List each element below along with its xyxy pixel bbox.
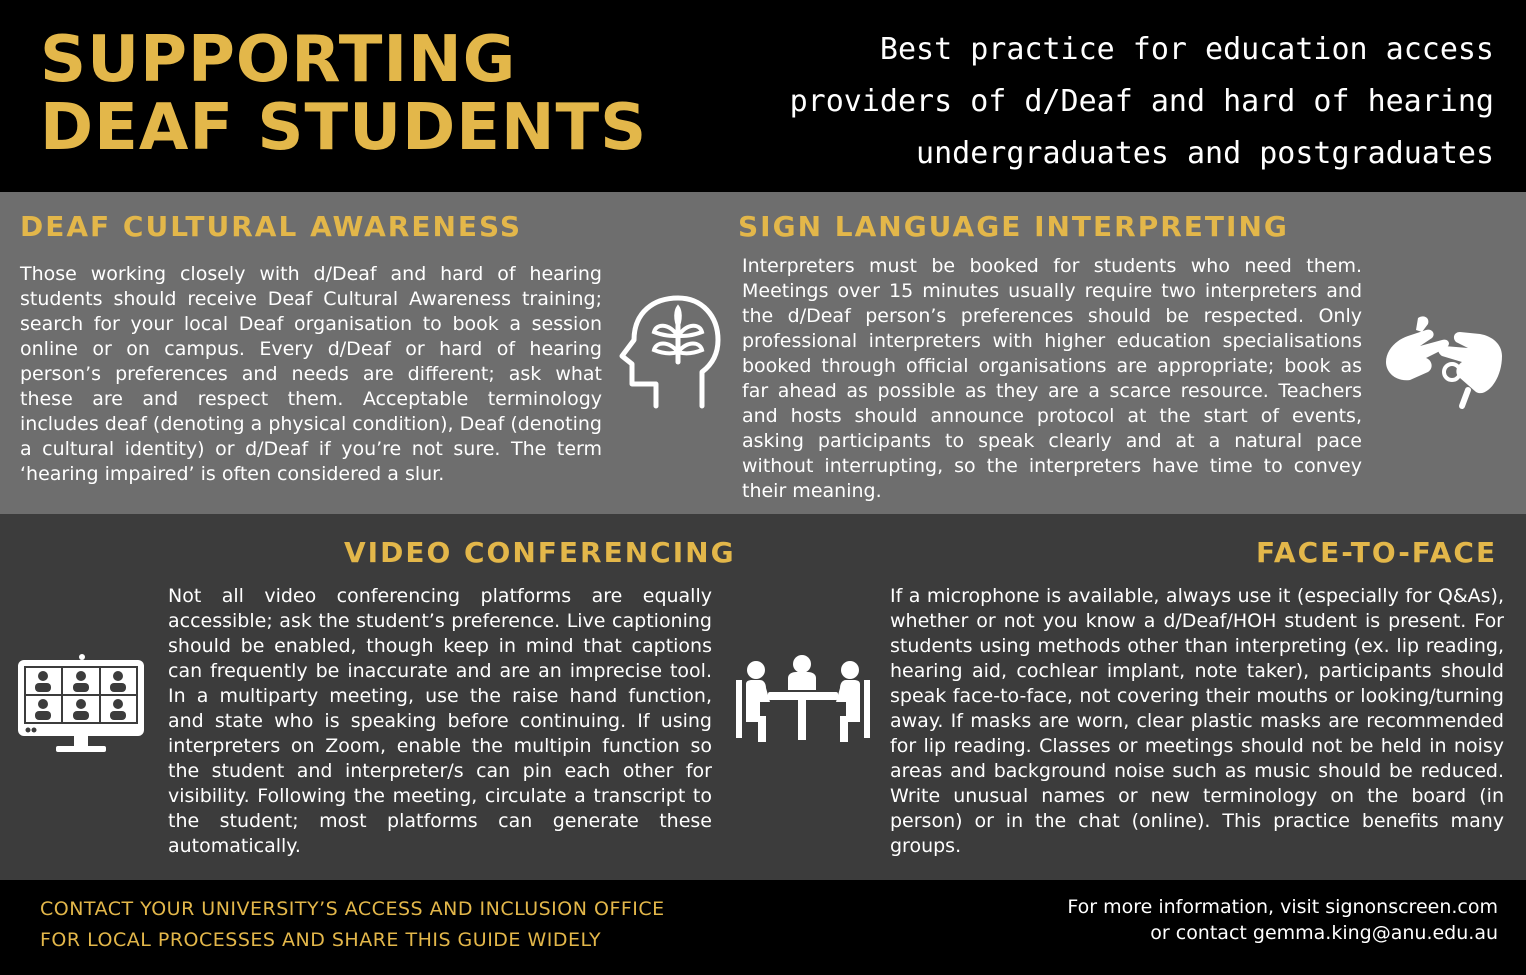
subtitle-line-3: undergraduates and postgraduates — [916, 136, 1494, 171]
video-conferencing-body: Not all video conferencing platforms are equally accessible; ask the student’s preference. Live captioning should be enabled, though keep in mind that captions can frequently be inaccurate and are an imprecise tool. In a multiparty meeting, use the raise hand function, and state who is speaking before continuing. If using interpreters on Zoom, enable the multipin function so the student and interpreter/s can pin each other for visibility. Following the meeting, circulate a transcript to the student; most platforms can generate these automatically. — [168, 585, 712, 857]
page-subtitle — [774, 24, 1494, 180]
subtitle-line-2: providers of d/Deaf and hard of hearing — [789, 84, 1494, 119]
footer-contact-info — [1067, 894, 1498, 946]
deaf-cultural-awareness-body: Those working closely with d/Deaf and hard of hearing students should receive Deaf Cultural Awareness training; search for your local Deaf organisation to book a session online or on campus. Every d/Deaf or hard of hearing person’s preferences and needs are different; ask what these are and respect them. Acceptable terminology includes deaf (denoting a physical condition), Deaf (denoting a cultural identity) or d/Deaf if you’re not sure. The term ‘hearing impaired’ is often considered a slur. — [20, 263, 602, 485]
footer-right-line-2: or contact gemma.king@anu.edu.au — [1150, 922, 1498, 944]
page-title — [40, 23, 648, 165]
video-conferencing-title: VIDEO CONFERENCING — [344, 536, 736, 569]
face-to-face-body: If a microphone is available, always use it (especially for Q&As), whether or not you know a d/Deaf/HOH student is present. For students using methods other than interpreting (ex. lip reading, hearing aid, cochlear implant, note taker), participants should speak face-to-face, not covering their mouths or looking/turning away. If masks are worn, clear plastic masks are recommended for lip reading. Classes or meetings should not be held in noisy areas and background noise such as music should be reduced. Write unusual names or new terminology on the board (in person) or in the chat (online). This practice benefits many groups. — [890, 585, 1504, 857]
footer-left-line-2: FOR LOCAL PROCESSES AND SHARE THIS GUIDE WIDELY — [40, 929, 602, 951]
row-top — [0, 192, 1526, 514]
face-to-face-title: FACE-TO-FACE — [1256, 536, 1498, 569]
video-conference-monitor-icon — [16, 652, 146, 760]
row-bottom — [0, 514, 1526, 880]
header — [0, 0, 1526, 192]
footer — [0, 880, 1526, 975]
footer-call-to-action — [40, 894, 665, 956]
title-line-2: DEAF STUDENTS — [40, 91, 648, 165]
sign-language-hands-icon — [1382, 310, 1506, 414]
head-plant-icon — [616, 292, 724, 416]
deaf-cultural-awareness-title: DEAF CULTURAL AWARENESS — [20, 210, 523, 243]
meeting-table-icon — [736, 654, 870, 750]
footer-right-line-1: For more information, visit signonscreen.com — [1067, 896, 1498, 918]
sign-language-interpreting-body: Interpreters must be booked for students who need them. Meetings over 15 minutes usually require two interpreters and the d/Deaf person’s preferences should be respected. Only professional interpreters with higher education specialisations booked through official organisations are appropriate; book as far ahead as possible as they are a scarce resource. Teachers and hosts should announce protocol at the start of events, asking participants to speak clearly and at a natural pace without interrupting, so the interpreters have time to convey their meaning. — [742, 255, 1362, 502]
title-line-1: SUPPORTING — [40, 23, 517, 97]
footer-left-line-1: CONTACT YOUR UNIVERSITY’S ACCESS AND INCLUSION OFFICE — [40, 898, 665, 920]
subtitle-line-1: Best practice for education access — [879, 32, 1494, 67]
sign-language-interpreting-title: SIGN LANGUAGE INTERPRETING — [738, 210, 1289, 243]
